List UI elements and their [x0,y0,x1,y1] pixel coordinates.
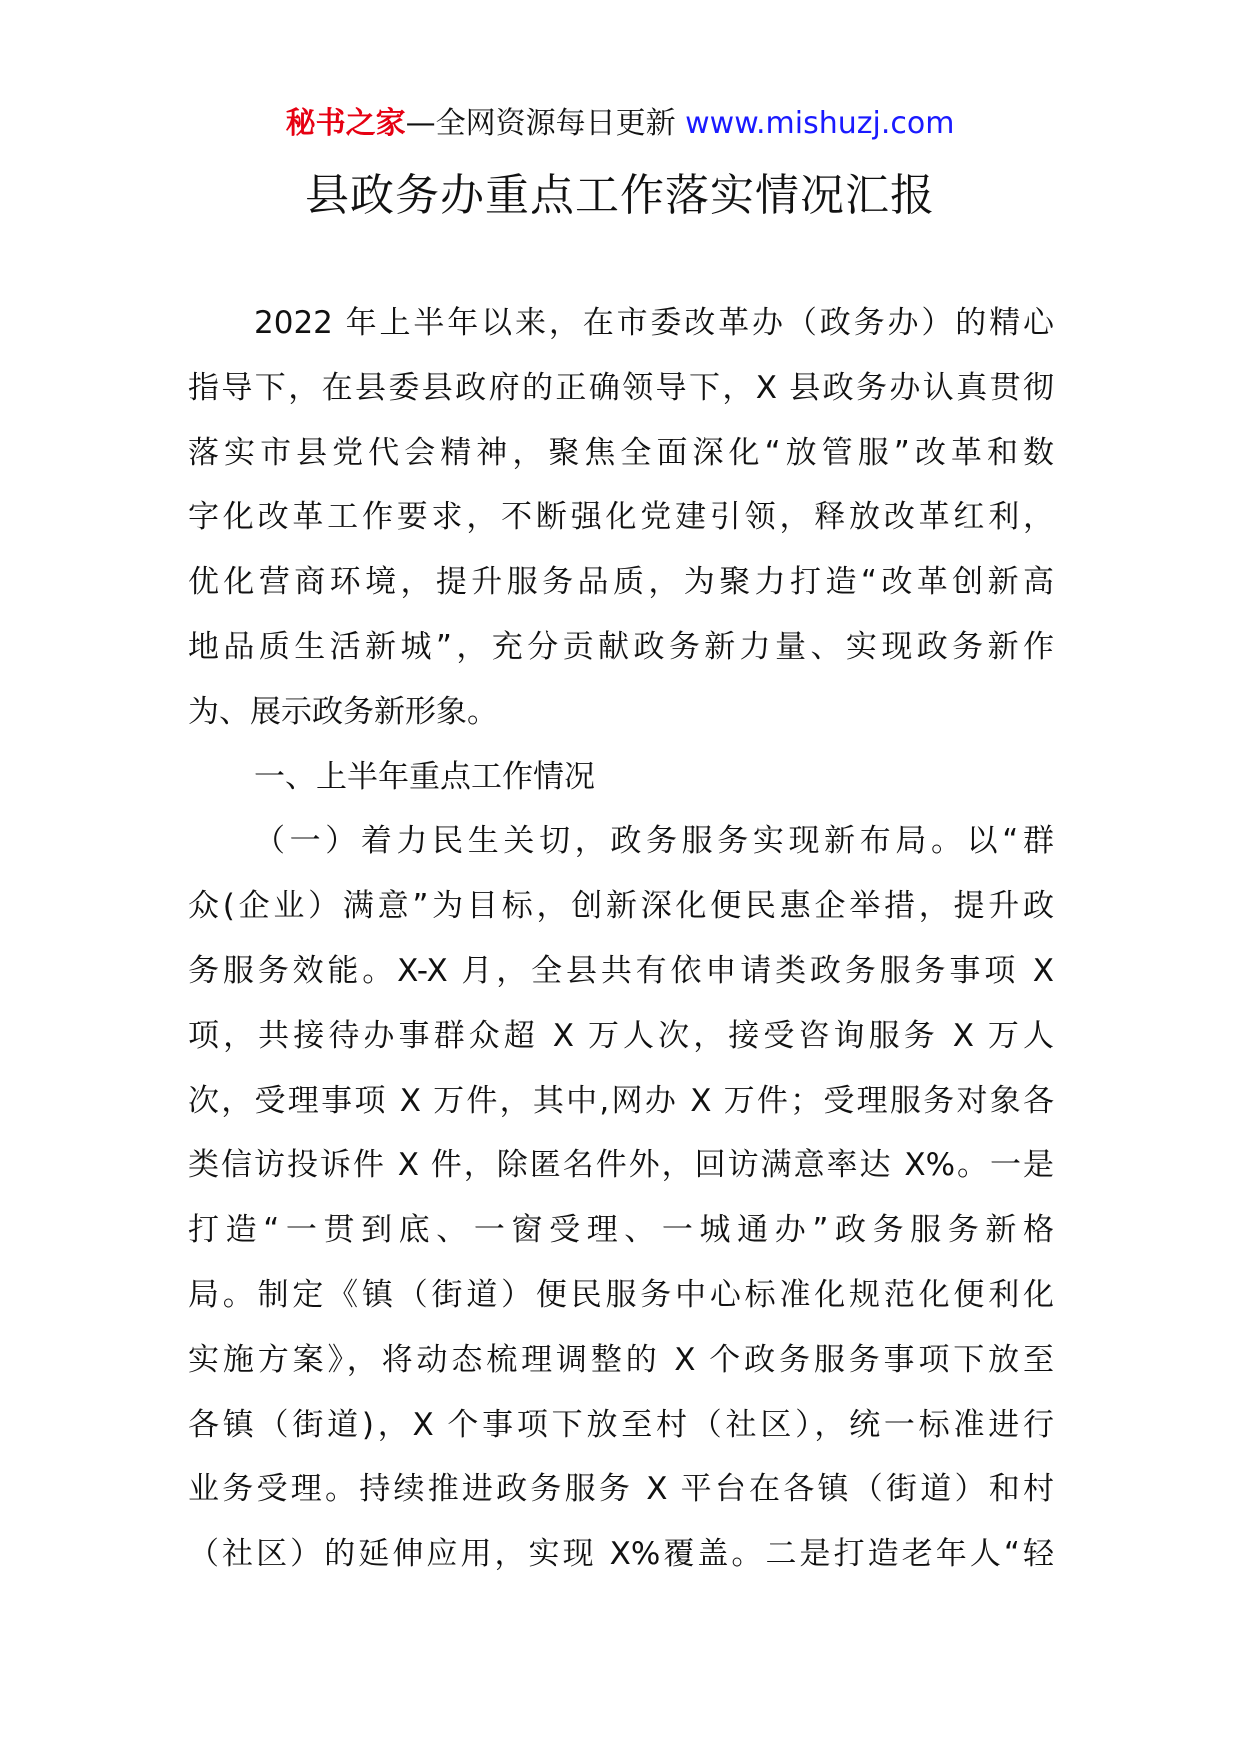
body-text-line: 项，共接待办事群众超 X 万人次，接受咨询服务 X 万人 [188,1017,1054,1054]
document-title: 县政务办重点工作落实情况汇报 [305,170,935,221]
body-text-line: 一、上半年重点工作情况 [254,758,595,795]
site-brand: 秘书之家 [285,106,406,141]
body-text-line: （社区）的延伸应用，实现 X%覆盖。二是打造老年人“轻 [188,1536,1054,1573]
site-header [0,104,1240,144]
body-text-line: 优化营商环境，提升服务品质，为聚力打造“改革创新高 [188,564,1054,601]
body-text-line: 实施方案》，将动态梳理调整的 X 个政务服务事项下放至 [188,1341,1054,1378]
body-text-line: 各镇（街道)，X 个事项下放至村（社区），统一标准进行 [188,1406,1054,1443]
document-body [188,291,1054,1587]
site-url-link[interactable]: www.mishuzj.com [685,106,955,141]
body-text-line: 字化改革工作要求，不断强化党建引领，释放改革红利， [188,499,1054,536]
body-text-line: 指导下，在县委县政府的正确领导下，X 县政务办认真贯彻 [188,369,1054,406]
body-text-line: 类信访投诉件 X 件，除匿名件外，回访满意率达 X%。一是 [188,1147,1054,1184]
site-slogan: —全网资源每日更新 [405,106,686,141]
body-text-line: 众(企业）满意”为目标，创新深化便民惠企举措，提升政 [188,888,1054,925]
body-text-line: 地品质生活新城”，充分贡献政务新力量、实现政务新作 [188,628,1054,665]
body-text-line: 次，受理事项 X 万件，其中,网办 X 万件；受理服务对象各 [188,1082,1054,1119]
body-text-line: 打造“一贯到底、一窗受理、一城通办”政务服务新格 [188,1212,1054,1249]
body-text-line: 务服务效能。X-X 月，全县共有依申请类政务服务事项 X [188,952,1054,989]
body-text-line: 局。制定《镇（街道）便民服务中心标准化规范化便利化 [188,1276,1054,1313]
body-text-line: 为、展示政务新形象。 [188,693,498,730]
body-text-line: 落实市县党代会精神，聚焦全面深化“放管服”改革和数 [188,434,1054,471]
body-text-line: （一）着力民生关切，政务服务实现新布局。以“群 [254,823,1054,860]
body-text-line: 业务受理。持续推进政务服务 X 平台在各镇（街道）和村 [188,1471,1054,1508]
body-text-line: 2022 年上半年以来，在市委改革办（政务办）的精心 [254,305,1054,341]
